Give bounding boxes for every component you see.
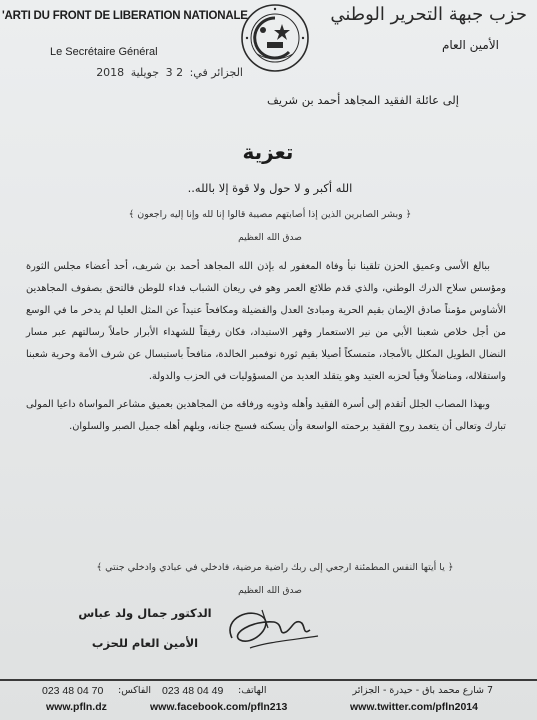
signatory-title: الأمين العام للحزب xyxy=(91,636,199,650)
footer-web-row xyxy=(0,701,537,715)
footer-contact-row xyxy=(0,685,537,699)
letter-date xyxy=(96,66,243,79)
footer-divider xyxy=(0,679,537,681)
signatory-name: الدكتور جمال ولد عباس xyxy=(78,606,212,620)
website-link: www.pfln.dz xyxy=(46,701,107,713)
office-title-arabic: الأمين العام xyxy=(441,38,499,52)
facebook-link: www.facebook.com/pfln213 xyxy=(150,701,288,713)
quran-verse-1: ﴿ وبشر الصابرين الذين إذا أصابتهم مصيبة قالوا إنا لله وإنا إليه راجعون ﴾ xyxy=(128,209,412,220)
letter-recipient: إلى عائلة الفقيد المجاهد أحمد بن شريف xyxy=(266,93,459,107)
twitter-link: www.twitter.com/pfln2014 xyxy=(350,701,478,713)
letter-body xyxy=(26,256,506,438)
body-paragraph-2: وبهذا المصاب الجلل أتقدم إلى أسرة الفقيد وأهله وذويه ورفاقه من المجاهدين بعميق مشاعر المواساة داعيا المولى تبارك وتعالى أن يتغمد روح الفقيد برحمته الواسعة وأن يسكنه فسيح جنانه، ويلهم أهله جميل الصبر والسلوان. xyxy=(26,399,506,432)
body-paragraph-1: ببالغ الأسى وعميق الحزن تلقينا نبأ وفاة المغفور له بإذن الله المجاهد أحمد بن شريف، أحد أعضاء مجلس الثورة ومؤسس سلاح الدرك الوطني، والذي قدم طلائع العمر وهو في ريعان الشباب فداء للوطن فالتحق بصفوف المجاهدين الأشاوس مؤمناً صادق الإيمان بقيم الحرية ومبادئ العدل والفضيلة ومكافحاً عنيداً عن المثل العليا لم يدخر ما في الوسع من أجل خلاص شعبنا الأبي من نير الاستعمار وقهر الاستبداد، فكان رفيقاً للشهداء الأبرار حاملاً رسالتهم عبر مسار النضال الطويل المكلل بالأمجاد، متمسكاً أصيلا بقيم ثورة نوفمبر الخالدة، منافحاً باستبسال عن شرف الأمة وحرية شعبنا واستقلاله، ومناضلاً وفياً لحزبه العتيد وهو يتقلد العديد من المسؤوليات في الحزب والدولة. xyxy=(26,261,506,382)
office-title-french: Le Secrétaire Général xyxy=(50,46,158,58)
quran-verse-1-source: صدق الله العظيم xyxy=(238,233,302,243)
letter-title: تعزية xyxy=(242,140,294,164)
party-emblem-icon xyxy=(237,2,313,74)
quran-verse-2-source: صدق الله العظيم xyxy=(238,586,302,596)
date-year: 2018 xyxy=(96,66,125,79)
phone-label: الهاتف: xyxy=(238,685,267,696)
date-place: الجزائر في: xyxy=(189,66,243,79)
date-month: جويلية xyxy=(130,66,160,79)
party-name-arabic: حزب جبهة التحرير الوطني xyxy=(330,4,527,25)
date-day: 2 3 xyxy=(165,66,184,79)
phone-number: 023 48 04 49 xyxy=(162,685,224,697)
fax-number: 023 48 04 70 xyxy=(42,685,104,697)
opening-phrase: الله أكبر و لا حول ولا قوة إلا بالله.. xyxy=(187,181,353,195)
handwritten-signature-icon xyxy=(222,598,322,660)
fax-label: الفاكس: xyxy=(118,685,152,696)
postal-address: 7 شارع محمد باق - حيدرة - الجزائر xyxy=(352,685,493,696)
party-name-french: 'ARTI DU FRONT DE LIBERATION NATIONALE xyxy=(2,10,248,22)
quran-verse-2: ﴿ يا أيتها النفس المطمئنة ارجعي إلى ربك راضية مرضية، فادخلي في عبادي وادخلي جنتي ﴾ xyxy=(96,562,454,573)
